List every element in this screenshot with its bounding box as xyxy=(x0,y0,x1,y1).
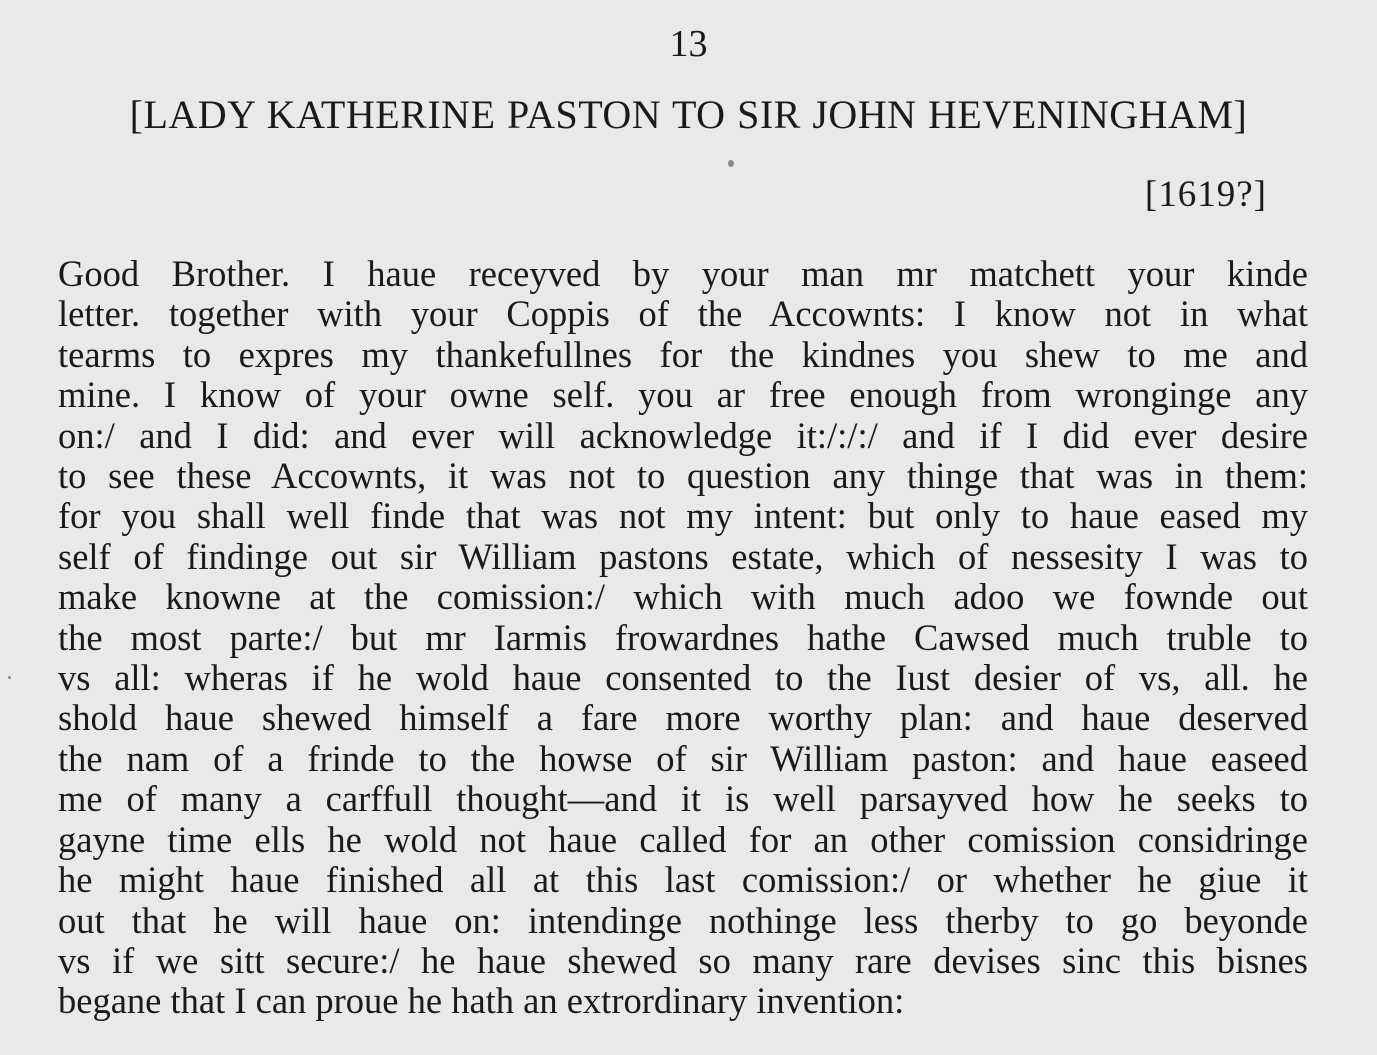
letter-line: tearms to expres my thankefullnes for the kindnes you shew to me and xyxy=(58,333,1308,375)
letter-line: on:/ and I did: and ever will acknowledge it:/:/:/ and if I did ever desire xyxy=(58,414,1308,456)
letter-line: self of findinge out sir William pastons estate, which of nessesity I was to xyxy=(58,535,1308,577)
letter-line: vs if we sitt secure:/ he haue shewed so many rare devises sinc this bisnes xyxy=(58,939,1308,981)
letter-line: he might haue finished all at this last comission:/ or whether he giue it xyxy=(58,859,1308,901)
letter-line: me of many a carffull thought—and it is well parsayved how he seeks to xyxy=(58,778,1308,820)
letter-title: [LADY KATHERINE PASTON TO SIR JOHN HEVENINGHAM] xyxy=(129,92,1248,137)
letter-line: letter. together with your Coppis of the Accownts: I know not in what xyxy=(58,293,1308,335)
letter-line: shold haue shewed himself a fare more worthy plan: and haue deserved xyxy=(58,697,1308,739)
letter-body xyxy=(58,254,1308,1022)
letter-line: the nam of a frinde to the howse of sir William paston: and haue easeed xyxy=(58,737,1308,779)
letter-line: make knowne at the comission:/ which with much adoo we fownde out xyxy=(58,576,1308,618)
letter-line: to see these Accownts, it was not to question any thinge that was in them: xyxy=(58,455,1308,497)
letter-line: the most parte:/ but mr Iarmis frowardnes hathe Cawsed much truble to xyxy=(58,616,1308,658)
letter-line: out that he will haue on: intendinge nothinge less therby to go beyonde xyxy=(58,899,1308,941)
letter-date: [1619?] xyxy=(1144,174,1267,215)
letter-line: Good Brother. I haue receyved by your man mr matchett your kinde xyxy=(58,253,1308,294)
paper-speck xyxy=(728,160,734,167)
letter-line: begane that I can proue he hath an extrordinary invention: xyxy=(58,980,905,1022)
letter-line: vs all: wheras if he wold haue consented to the Iust desier of vs, all. he xyxy=(58,657,1308,699)
letter-line: mine. I know of your owne self. you ar free enough from wronginge any xyxy=(58,374,1308,416)
paper-speck xyxy=(8,676,11,679)
letter-line: gayne time ells he wold not haue called for an other comission considringe xyxy=(58,818,1308,860)
letter-line: for you shall well finde that was not my intent: but only to haue eased my xyxy=(58,495,1308,537)
page-number: 13 xyxy=(669,23,708,65)
